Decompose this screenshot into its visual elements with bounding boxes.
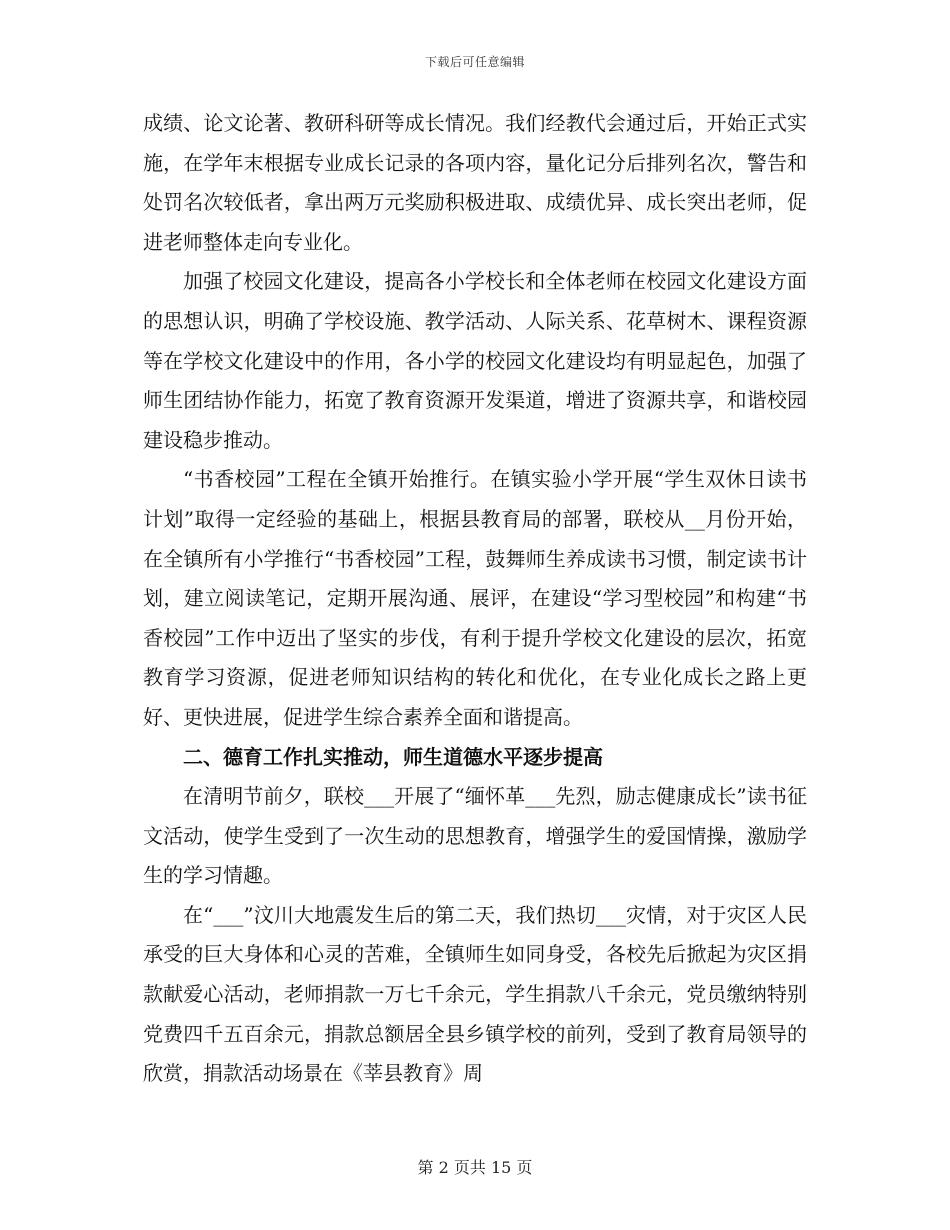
section-heading-moral-education: 二、德育工作扎实推动，师生道德水平逐步提高 bbox=[183, 744, 603, 769]
paragraph-earthquake-donation: 在“___”汶川大地震发生后的第二天，我们热切___灾情，对于灾区人民承受的巨大身体和心灵的苦难，全镇师生如同身受，各校先后掀起为灾区捐款献爱心活动，老师捐款一万七千余元，学生捐款八千余元，党员缴纳特别党费四千五百余元，捐款总额居全县乡镇学校的前列，受到了教育局领导的欣赏，捐款活动场景在《莘县教育》周 bbox=[143, 902, 807, 1086]
document-body bbox=[143, 104, 807, 1094]
paragraph-campus-culture: 加强了校园文化建设，提高各小学校长和全体老师在校园文化建设方面的思想认识，明确了学校设施、教学活动、人际关系、花草树木、课程资源等在学校文化建设中的作用，各小学的校园文化建设均有明显起色，加强了师生团结协作能力，拓宽了教育资源开发渠道，增进了资源共享，和谐校园建设稳步推动。 bbox=[143, 269, 807, 452]
paragraph-scholarly-campus: “书香校园”工程在全镇开始推行。在镇实验小学开展“学生双休日读书计划”取得一定经验的基础上，根据县教育局的部署，联校从__月份开始，在全镇所有小学推行“书香校园”工程，鼓舞师生养成读书习惯，制定读书计划，建立阅读笔记，定期开展沟通、展评，在建设“学习型校园”和构建“书香校园”工作中迈出了坚实的步伐，有利于提升学校文化建设的层次，拓宽教育学习资源，促进老师知识结构的转化和优化，在专业化成长之路上更好、更快进展，促进学生综合素养全面和谐提高。 bbox=[143, 467, 807, 729]
paragraph-qingming-activity: 在清明节前夕，联校___开展了“缅怀革___先烈，励志健康成长”读书征文活动，使学生受到了一次生动的思想教育，增强学生的爱国情操，激励学生的学习情趣。 bbox=[143, 784, 807, 888]
header-note: 下载后可任意编辑 bbox=[424, 55, 525, 69]
page-number: 第 2 页共 15 页 bbox=[417, 1158, 533, 1177]
paragraph-continuation: 成绩、论文论著、教研科研等成长情况。我们经教代会通过后，开始正式实施，在学年末根据专业成长记录的各项内容，量化记分后排列名次，警告和处罚名次较低者，拿出两万元奖励积极进取、成绩优异、成长突出老师，促进老师整体走向专业化。 bbox=[143, 111, 807, 254]
